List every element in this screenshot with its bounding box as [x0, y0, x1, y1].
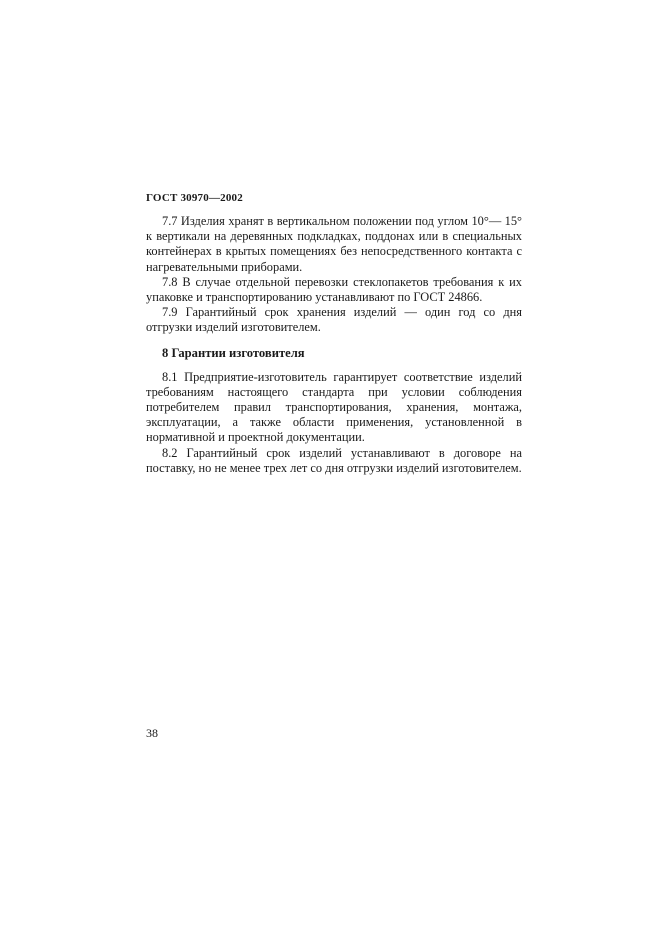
- document-body: [146, 214, 522, 476]
- paragraph-8-1: 8.1 Предприятие-изготовитель гарантирует соответствие изделий требованиям настоящего стандарта при условии соблюдения потребителем правил транспортирования, хранения, монтажа, эксплуатации, а также области применения, установленной в нормативной и проектной документации.: [146, 369, 522, 445]
- paragraph-8-2: 8.2 Гарантийный срок изделий устанавливают в договоре на поставку, но не менее трех лет со дня отгрузки изделий изготовителем.: [146, 445, 522, 475]
- section-8-heading: 8 Гарантии изготовителя: [162, 345, 305, 360]
- paragraph-7-8: 7.8 В случае отдельной перевозки стеклопакетов требования к их упаковке и транспортированию устанавливают по ГОСТ 24866.: [146, 274, 522, 305]
- paragraph-7-7: 7.7 Изделия хранят в вертикальном положении под углом 10°— 15° к вертикали на деревянных подкладках, поддонах или в специальных контейнерах в крытых помещениях без непосредственного контакта с нагревательными приборами.: [146, 214, 522, 274]
- page-number: 38: [146, 726, 158, 740]
- document-code-header: ГОСТ 30970—2002: [146, 192, 243, 204]
- paragraph-7-9: 7.9 Гарантийный срок хранения изделий — один год со дня отгрузки изделий изготовителем.: [146, 305, 522, 335]
